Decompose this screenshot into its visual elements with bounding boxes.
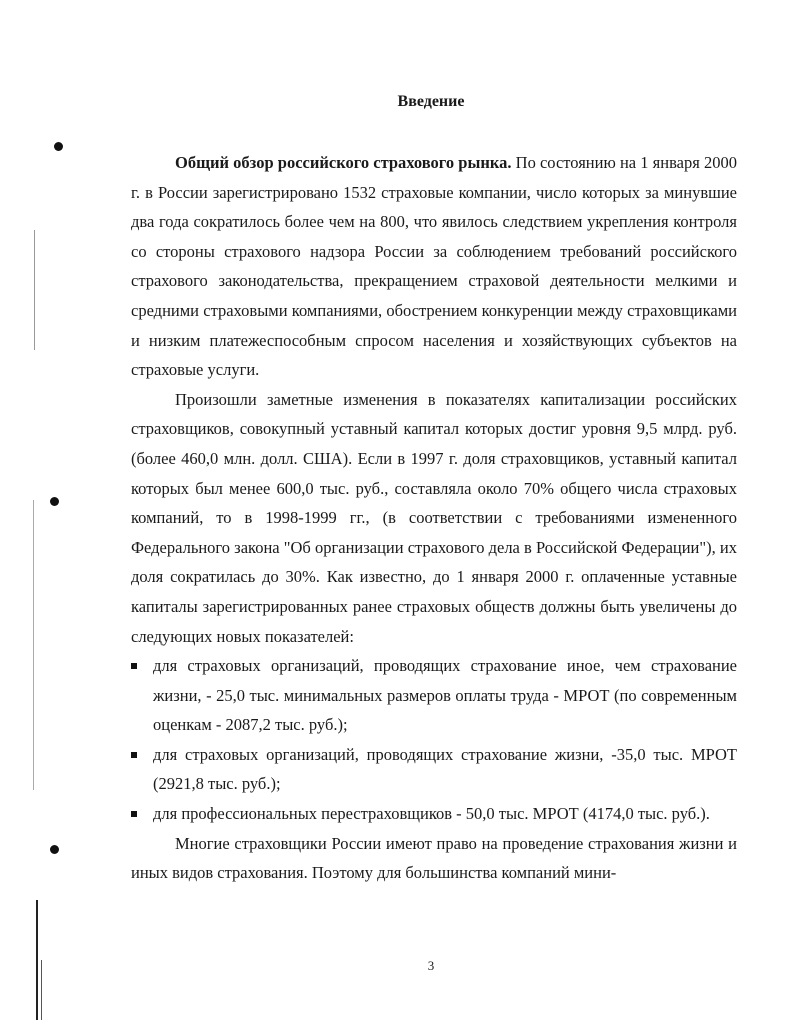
page-number: 3	[427, 958, 435, 973]
punch-hole-mark	[50, 845, 59, 854]
bullet-square-icon	[131, 752, 137, 758]
bullet-square-icon	[131, 811, 137, 817]
list-item-text: для страховых организаций, проводящих страхование жизни, -35,0 тыс. МРОТ (2921,8 тыс. руб.);	[153, 744, 737, 794]
punch-hole-mark	[54, 142, 63, 151]
scan-edge-line	[34, 230, 35, 350]
document-body	[131, 148, 737, 888]
scan-edge-line	[33, 500, 34, 790]
list-item	[131, 799, 737, 829]
punch-hole-mark	[50, 497, 59, 506]
paragraph-life-insurance: Многие страховщики России имеют право на проведение страхования жизни и иных видов страхования. Поэтому для большинства компаний мини-	[131, 833, 737, 883]
list-item	[131, 740, 737, 799]
page-title: Введение	[397, 93, 465, 110]
paragraph-text: По состоянию на 1 января 2000 г. в России зарегистрировано 1532 страховые компании, число которых за минувшие два года сократилось более чем на 800, что явилось следствием укрепления контроля со стороны страхового надзора России за соблюдением требований российского страхового законодательства, прекращением страховой деятельности мелкими и средними страховыми компаниями, обострением конкуренции между страховщиками и низким платежеспособным спросом населения и хозяйствующих субъектов на страховые услуги.	[131, 153, 737, 380]
list-item-text: для страховых организаций, проводящих страхование иное, чем страхование жизни, - 25,0 тыс. минимальных размеров оплаты труда - МРОТ (по современным оценкам - 2087,2 тыс. руб.);	[153, 656, 737, 735]
paragraph-market-overview	[131, 148, 737, 385]
paragraph-lead: Общий обзор российского страхового рынка.	[175, 153, 512, 172]
list-item	[131, 651, 737, 740]
paragraph-capitalization: Произошли заметные изменения в показателях капитализации российских страховщиков, совокупный уставный капитал которых достиг уровня 9,5 млрд. руб. (более 460,0 млн. долл. США). Если в 1997 г. доля страховщиков, уставный капитал которых был менее 600,0 тыс. руб., составляла около 70% общего числа страховых компаний, то в 1998-1999 гг., (в соответствии с требованиями измененного Федерального закона "Об организации страхового дела в Российской Федерации"), их доля сократилась до 30%. Как известно, до 1 января 2000 г. оплаченные уставные капиталы зарегистрированных ранее страховых обществ должны быть увеличены до следующих новых показателей:	[131, 389, 737, 646]
capital-requirements-list	[131, 651, 737, 829]
bullet-square-icon	[131, 663, 137, 669]
list-item-text: для профессиональных перестраховщиков - 50,0 тыс. МРОТ (4174,0 тыс. руб.).	[153, 804, 710, 824]
